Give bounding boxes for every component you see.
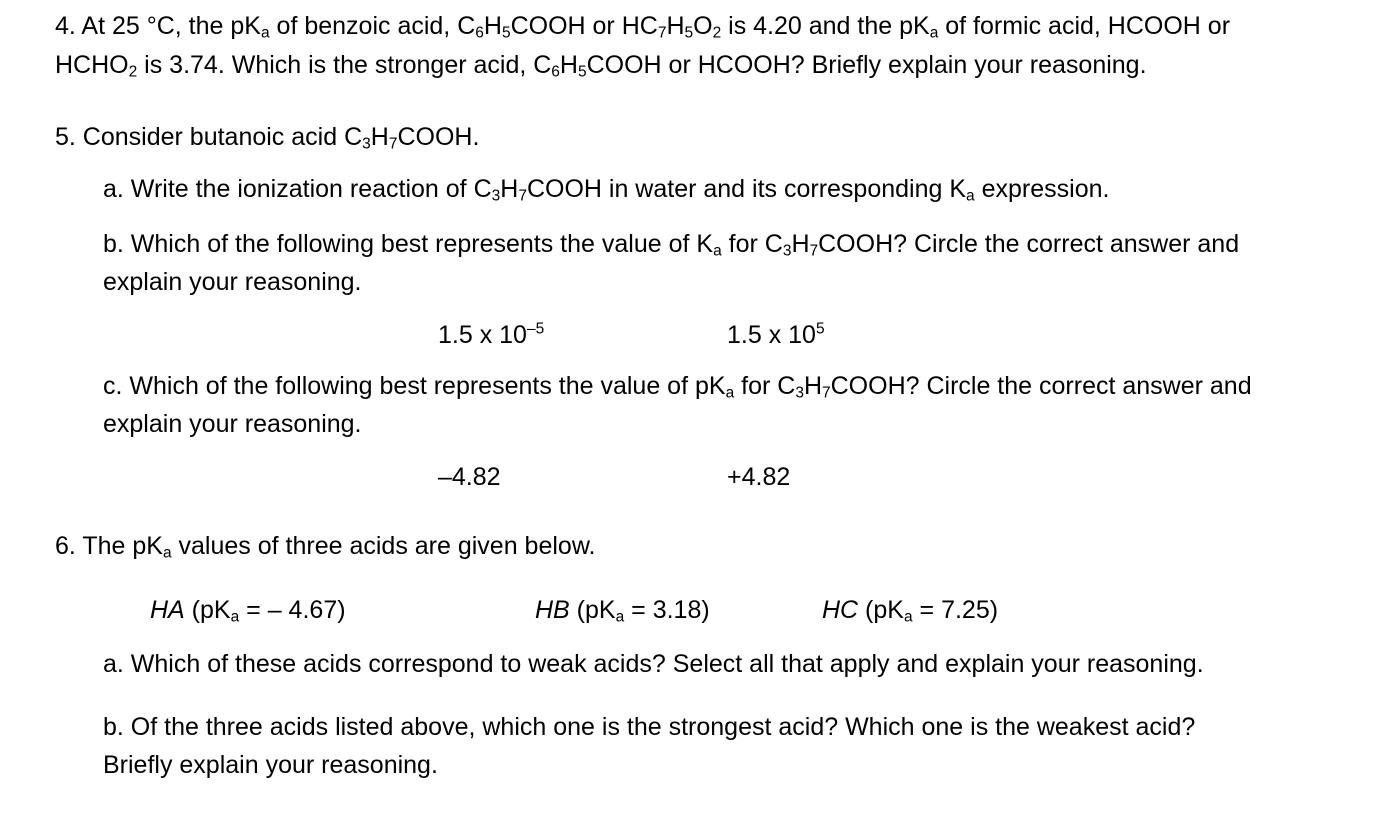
- q5-part-c-line-2: explain your reasoning.: [103, 410, 362, 438]
- q5-c-choice-2[interactable]: +4.82: [727, 463, 791, 491]
- q4-line-2: $HCHO_2$ is 3.74. Which is the stronger acid, $C_6H_5COOH$ or HCOOH? Briefly explain your reasoning.: [55, 51, 1147, 81]
- q6-part-b-line-1: b. Of the three acids listed above, which one is the strongest acid? Which one is the weakest acid?: [103, 713, 1196, 741]
- q6-part-b-line-2: Briefly explain your reasoning.: [103, 751, 438, 779]
- q5-part-b-line-1: b. Which of the following best represents the value of $K_a$ for $C_3H_7COOH$? Circle the correct answer and: [103, 230, 1240, 260]
- q4-line-1: 4. At 25 °C, the $pK_a$ of benzoic acid, $C_6H_5COOH$ or $HC_7H_5O_2$ is 4.20 and the $pK_a$ of formic acid, HCOOH or: [55, 12, 1231, 42]
- q5-part-b-line-2: explain your reasoning.: [103, 268, 362, 296]
- q5-intro: 5. Consider butanoic acid $C_3H_7COOH$.: [55, 123, 480, 153]
- q5-part-c-line-1: c. Which of the following best represents the value of $pK_a$ for $C_3H_7COOH$? Circle the correct answer and: [103, 372, 1252, 402]
- q6-intro: 6. The $pK_a$ values of three acids are given below.: [55, 532, 596, 562]
- q6-acid-ha[interactable]: HA ($pK_a$ = – 4.67): [150, 596, 346, 626]
- q5-b-choice-2[interactable]: 1.5 x $10^5$: [727, 320, 825, 349]
- q5-part-a: a. Write the ionization reaction of $C_3H_7COOH$ in water and its corresponding $K_a$ expression.: [103, 175, 1110, 205]
- q6-part-a: a. Which of these acids correspond to weak acids? Select all that apply and explain your reasoning.: [103, 650, 1204, 678]
- q6-acid-hc[interactable]: HC $(pK_a = 7.25)$: [822, 596, 999, 626]
- q5-c-choice-1[interactable]: –4.82: [438, 463, 501, 491]
- q5-b-choice-1[interactable]: 1.5 x $10^{-5}$: [438, 320, 545, 349]
- q6-acid-hb[interactable]: HB $(pK_a = 3.18)$: [535, 596, 710, 626]
